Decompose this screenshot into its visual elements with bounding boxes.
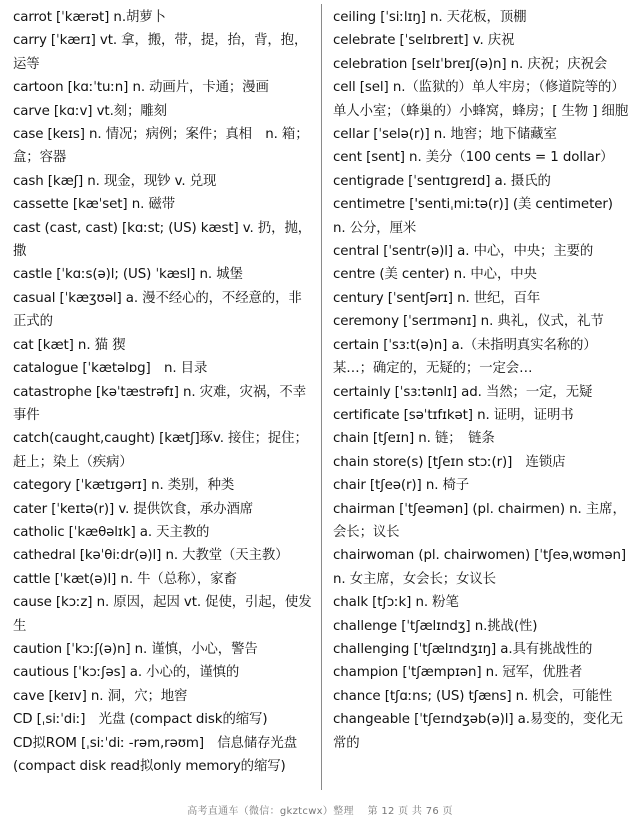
word-entry: chain store(s) [tʃeɪn stɔː(r)] 连锁店	[333, 454, 566, 470]
word-entry: cartoon [kɑːˈtuːn] n. 动画片，卡通；漫画	[13, 80, 269, 96]
word-entry: challenging [ˈtʃælɪndʒɪŋ] a.具有挑战性的	[333, 641, 593, 657]
column-divider	[321, 4, 322, 790]
word-entry: catch(caught,caught) [kætʃ]琢v. 接住；捉住；赶上；染上（疾病）	[13, 431, 308, 470]
word-entry: cat [kæt] n. 猫 猰	[13, 337, 126, 353]
word-entry: chalk [tʃɔːk] n. 粉笔	[333, 595, 459, 611]
word-entry: champion [ˈtʃæmpɪən] n. 冠军，优胜者	[333, 665, 583, 681]
page-footer: 高考直通车（微信：gkztcwx）整理 第 12 页 共 76 页	[187, 806, 453, 817]
word-entry: case [keɪs] n. 情况；病例；案件；真相 n. 箱；盒；容器	[13, 127, 309, 166]
word-entry: chair [tʃeə(r)] n. 椅子	[333, 478, 470, 494]
word-entry: cellar [ˈselə(r)] n. 地窖；地下储藏室	[333, 127, 557, 143]
word-entry: cattle [ˈkæt(ə)l] n. 牛（总称），家畜	[13, 571, 237, 587]
word-entry: celebrate [ˈselɪbreɪt] v. 庆祝	[333, 33, 515, 49]
word-entry: carrot [ˈkærət] n.胡萝卜	[13, 10, 166, 25]
word-entry: chairman [ˈtʃeəmən] (pl. chairmen) n. 主席，会长；议长	[333, 501, 626, 540]
word-entry: cassette [kæˈset] n. 磁带	[13, 197, 175, 213]
word-entry: centigrade [ˈsentɪgreɪd] a. 摄氏的	[333, 173, 551, 189]
word-entry: centimetre ['sentiˌmiːtə(r)] (美 centimeter) n. 公分，厘米	[333, 197, 613, 236]
word-entry: challenge [ˈtʃælɪndʒ] n.挑战(性)	[333, 618, 538, 634]
word-entry: central [ˈsentr(ə)l] a. 中心，中央；主要的	[333, 244, 594, 260]
word-entry: cast (cast, cast) [kɑːst; (US) kæst] v. 扔，抛，撒	[13, 220, 312, 260]
left-column	[13, 6, 313, 778]
word-entry: cautious [ˈkɔːʃəs] a. 小心的，谨慎的	[13, 665, 240, 681]
word-entry: cell [sel] n.（监狱的）单人牢房；（修道院等的）单人小室；（蜂巢的）小蜂窝，蜂房；[ 生物 ] 细胞	[333, 80, 629, 119]
word-entry: chairwoman (pl. chairwomen) [ˈtʃeəˌwʊmən] n. 女主席，女会长；女议长	[333, 548, 626, 587]
word-entry: cause [kɔːz] n. 原因，起因 vt. 促使，引起，使发生	[13, 595, 312, 634]
right-column	[333, 6, 629, 755]
word-entry: cent [sent] n. 美分（100 cents = 1 dollar）	[333, 150, 614, 166]
word-entry: certainly [ˈsɜːtənlɪ] ad. 当然；一定，无疑	[333, 384, 593, 400]
word-entry: catholic [ˈkæθəlɪk] a. 天主教的	[13, 524, 210, 540]
word-entry: casual [ˈkæʒʊəl] a. 漫不经心的，不经意的，非正式的	[13, 290, 302, 330]
word-entry: CD [ˌsiːˈdiː] 光盘 (compact disk的缩写)	[13, 712, 268, 728]
word-entry: century [ˈsentʃərɪ] n. 世纪，百年	[333, 290, 541, 306]
word-entry: celebration [selɪˈbreɪʃ(ə)n] n. 庆祝；庆祝会	[333, 56, 608, 72]
word-entry: cave [keɪv] n. 洞，穴；地窖	[13, 688, 188, 704]
word-entry: cater [ˈkeɪtə(r)] v. 提供饮食，承办酒席	[13, 501, 254, 517]
word-entry: carry [ˈkærɪ] vt. 拿，搬，带，提，抬，背，抱，运等	[13, 33, 308, 72]
word-entry: centre (美 center) n. 中心，中央	[333, 267, 537, 283]
word-entry: catastrophe [kəˈtæstrəfɪ] n. 灾难，灾祸，不幸事件	[13, 384, 306, 423]
word-entry: category [ˈkætɪgərɪ] n. 类别，种类	[13, 478, 235, 494]
word-entry: castle [ˈkɑːs(ə)l; (US) ˈkæsl] n. 城堡	[13, 267, 243, 283]
word-entry: changeable [ˈtʃeɪndʒəb(ə)l] a.易变的，变化无常的	[333, 712, 623, 751]
word-entry: catalogue [ˈkætəlɒg] n. 目录	[13, 361, 208, 377]
word-entry: chain [tʃeɪn] n. 链； 链条	[333, 431, 495, 447]
word-entry: carve [kɑːv] vt.刻；雕刻	[13, 103, 167, 119]
word-entry: cash [kæʃ] n. 现金，现钞 v. 兑现	[13, 173, 217, 189]
word-entry: chance [tʃɑːns; (US) tʃæns] n. 机会，可能性	[333, 688, 613, 704]
word-entry: certain [ˈsɜːt(ə)n] a.（未指明真实名称的）某…；确定的，无疑的；一定会…	[333, 337, 597, 377]
word-entry: ceremony [ˈserɪmənɪ] n. 典礼，仪式，礼节	[333, 314, 604, 330]
word-entry: CD拟ROM [ˌsiːˈdiː -rəm,rəʊm] 信息储存光盘(compact disk read拟only memory的缩写)	[13, 735, 297, 774]
word-entry: caution [ˈkɔːʃ(ə)n] n. 谨慎，小心，警告	[13, 641, 258, 657]
word-entry: certificate [səˈtɪfɪkət] n. 证明，证明书	[333, 407, 574, 423]
word-entry: cathedral [kəˈθiːdr(ə)l] n. 大教堂（天主教）	[13, 548, 289, 564]
word-entry: ceiling [ˈsiːlɪŋ] n. 天花板，顶棚	[333, 10, 527, 25]
